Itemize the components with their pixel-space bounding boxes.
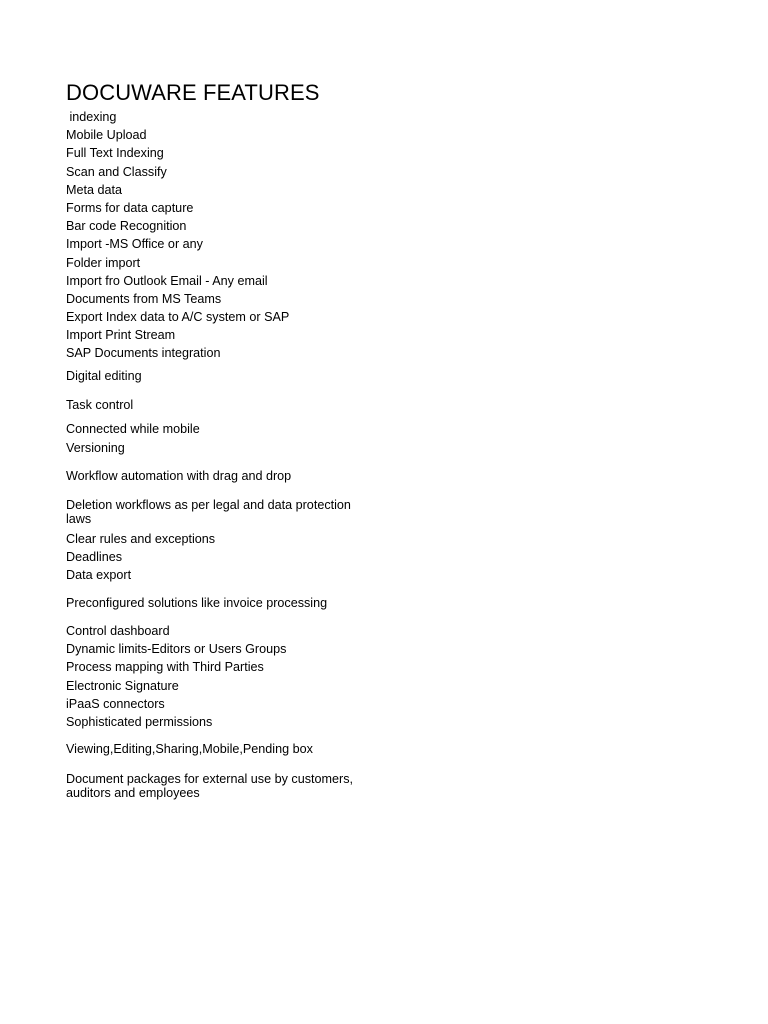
feature-item: Import -MS Office or any (66, 237, 203, 252)
feature-item: Scan and Classify (66, 164, 167, 179)
feature-item: Versioning (66, 440, 125, 455)
feature-item: Documents from MS Teams (66, 291, 222, 306)
feature-item: Clear rules and exceptions (66, 531, 216, 546)
document-title: DOCUWARE FEATURES (66, 80, 320, 105)
feature-item: Import Print Stream (66, 328, 176, 343)
feature-item: Export Index data to A/C system or SAP (66, 310, 290, 325)
feature-item: Data export (66, 568, 132, 582)
feature-item: Task control (66, 398, 134, 413)
feature-list (66, 110, 376, 800)
document-body (66, 80, 376, 800)
feature-item: Viewing,Editing,Sharing,Mobile,Pending box (66, 741, 313, 756)
feature-item: Deletion workflows as per legal and data protection laws (66, 497, 351, 526)
feature-item: indexing (66, 110, 117, 124)
feature-item: Control dashboard (66, 624, 170, 638)
feature-item: iPaaS connectors (66, 696, 165, 711)
feature-item: Electronic Signature (66, 678, 179, 693)
feature-item: SAP Documents integration (66, 346, 221, 361)
feature-item: Deadlines (66, 549, 123, 564)
feature-item: Bar code Recognition (66, 219, 187, 234)
feature-item: Digital editing (66, 369, 142, 384)
feature-item: Mobile Upload (66, 128, 147, 143)
feature-item: Forms for data capture (66, 200, 194, 215)
feature-item: Connected while mobile (66, 422, 200, 437)
feature-item: Dynamic limits-Editors or Users Groups (66, 642, 287, 657)
feature-item: Preconfigured solutions like invoice processing (66, 596, 328, 610)
feature-item: Process mapping with Third Parties (66, 660, 264, 675)
feature-item: Document packages for external use by customers, auditors and employees (66, 771, 353, 800)
feature-item: Meta data (66, 182, 123, 197)
feature-item: Full Text Indexing (66, 146, 164, 161)
feature-item: Folder import (66, 255, 141, 270)
feature-item: Import fro Outlook Email - Any email (66, 273, 268, 288)
feature-item: Workflow automation with drag and drop (66, 468, 292, 483)
feature-item: Sophisticated permissions (66, 714, 213, 729)
